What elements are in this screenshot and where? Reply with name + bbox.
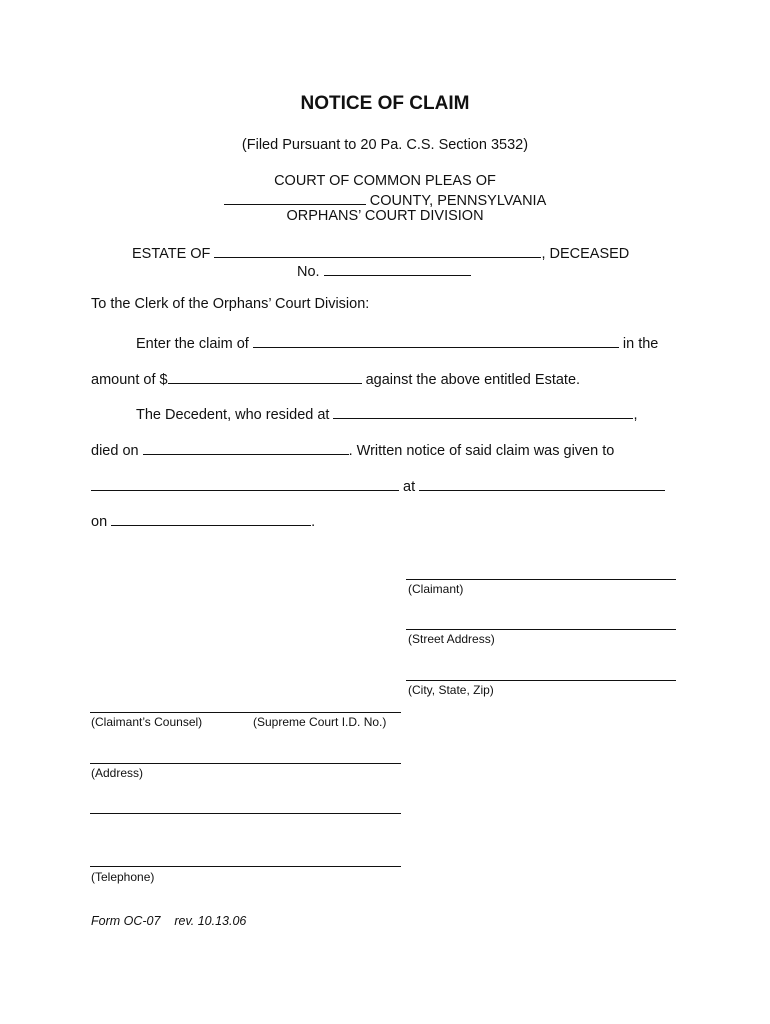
county-field[interactable] bbox=[224, 190, 366, 205]
written-notice-label: . Written notice of said claim was given to bbox=[348, 443, 615, 459]
enter-claim-label: Enter the claim of bbox=[136, 336, 249, 352]
notice-date-period: . bbox=[311, 514, 316, 530]
against-estate-label: against the above entitled Estate. bbox=[365, 372, 581, 388]
deceased-label: , DECEASED bbox=[541, 246, 630, 262]
amount-label: amount of $ bbox=[91, 372, 168, 388]
died-on-label: died on bbox=[91, 443, 139, 459]
estate-name-field[interactable] bbox=[214, 243, 541, 258]
counsel-address-line[interactable] bbox=[90, 763, 401, 764]
residence-comma: , bbox=[633, 407, 638, 423]
page-title: NOTICE OF CLAIM bbox=[300, 93, 470, 114]
estate-label: ESTATE OF bbox=[132, 246, 211, 262]
statute-subtitle: (Filed Pursuant to 20 Pa. C.S. Section 3532) bbox=[241, 137, 529, 153]
city-state-zip-caption: (City, State, Zip) bbox=[408, 683, 494, 697]
notice-recipient-line bbox=[91, 476, 665, 495]
street-address-caption: (Street Address) bbox=[408, 632, 495, 646]
county-line bbox=[0, 190, 770, 209]
notice-date-field[interactable] bbox=[111, 511, 311, 526]
case-number-label: No. bbox=[297, 264, 320, 280]
counsel-signature-line[interactable] bbox=[90, 712, 401, 713]
claim-line bbox=[136, 333, 658, 352]
county-suffix: COUNTY, PENNSYLVANIA bbox=[369, 193, 547, 209]
claimant-caption: (Claimant) bbox=[408, 582, 464, 596]
street-address-line[interactable] bbox=[406, 629, 676, 630]
on-label: on bbox=[91, 514, 108, 530]
counsel-caption: (Claimant’s Counsel) bbox=[91, 715, 203, 729]
city-state-zip-line[interactable] bbox=[406, 680, 676, 681]
telephone-caption: (Telephone) bbox=[91, 870, 155, 884]
residence-line bbox=[136, 404, 638, 423]
salutation: To the Clerk of the Orphans’ Court Division: bbox=[91, 296, 370, 312]
claimant-name-field[interactable] bbox=[253, 333, 619, 348]
division-line: ORPHANS’ COURT DIVISION bbox=[286, 208, 484, 224]
form-id: Form OC-07 rev. 10.13.06 bbox=[91, 914, 247, 928]
notice-recipient-field[interactable] bbox=[91, 476, 399, 491]
notice-location-field[interactable] bbox=[419, 476, 665, 491]
decedent-resided-label: The Decedent, who resided at bbox=[136, 407, 330, 423]
claimant-signature-line[interactable] bbox=[406, 579, 676, 580]
telephone-line[interactable] bbox=[90, 866, 401, 867]
address-caption: (Address) bbox=[91, 766, 144, 780]
residence-field[interactable] bbox=[333, 404, 633, 419]
amount-line bbox=[91, 369, 580, 388]
at-label: at bbox=[403, 479, 416, 495]
supreme-court-id-caption: (Supreme Court I.D. No.) bbox=[253, 715, 387, 729]
death-line bbox=[91, 440, 614, 459]
counsel-address-line-2[interactable] bbox=[90, 813, 401, 814]
in-the-label: in the bbox=[622, 336, 659, 352]
case-number-line bbox=[297, 261, 471, 280]
case-number-field[interactable] bbox=[324, 261, 471, 276]
death-date-field[interactable] bbox=[143, 440, 349, 455]
notice-date-line bbox=[91, 511, 315, 530]
estate-line bbox=[132, 243, 629, 262]
amount-field[interactable] bbox=[168, 369, 362, 384]
court-line: COURT OF COMMON PLEAS OF bbox=[274, 173, 496, 189]
